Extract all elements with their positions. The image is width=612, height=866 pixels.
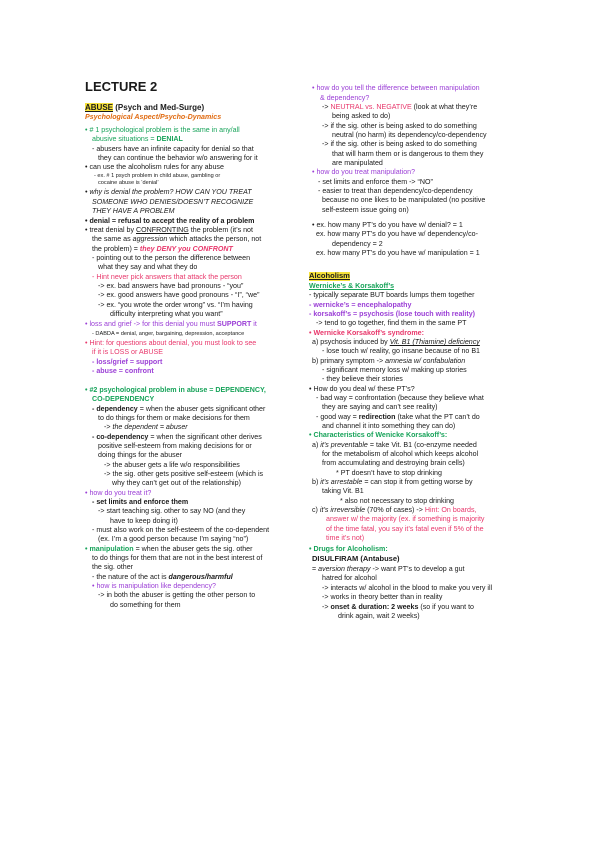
alcoholism-heading: Alcoholism bbox=[309, 271, 350, 280]
text-line: ex. how many PT’s do you have w/ manipulation = 1 bbox=[316, 249, 480, 257]
text-line: • manipulation = when the abuser gets the sig. other bbox=[85, 545, 253, 553]
text-line: -> ex. good answers have good pronouns - “I”, “we” bbox=[98, 291, 260, 299]
text-line: -> if the sig. other is being asked to do something bbox=[322, 140, 477, 148]
text-line: do something for them bbox=[110, 601, 181, 609]
text-line: b) primary symptom -> amnesia w/ confabulation bbox=[312, 357, 466, 365]
text-line: because no one likes to be manipulated (no positive bbox=[322, 196, 486, 204]
hint-line: answer w/ the majority (ex. if something is majority bbox=[326, 515, 485, 523]
text-line: taking Vit. B1 bbox=[322, 487, 364, 495]
text-line: to do things for them or make decisions for them bbox=[98, 414, 250, 422]
text-line: - wernicke’s = encephalopathy bbox=[309, 301, 412, 309]
text-line: - set limits and enforce them -> “NO” bbox=[318, 178, 433, 186]
section-heading: • Wernicke Korsakoff’s syndrome: bbox=[309, 329, 424, 337]
text-line: - set limits and enforce them bbox=[92, 498, 189, 506]
text-line: being asked to do) bbox=[332, 112, 391, 120]
text-line: that will harm them or is dangerous to them they bbox=[332, 150, 484, 158]
text-line: a) it’s preventable = take Vit. B1 (co-enzyme needed bbox=[312, 441, 477, 449]
text-line: b) it’s arrestable = can stop it from getting worse by bbox=[312, 478, 473, 486]
text-line: -> ex. “you wrote the order wrong” vs. “I’m having bbox=[98, 301, 253, 309]
text-line: - significant memory loss w/ making up stories bbox=[322, 366, 467, 374]
text-line: they are saying and can’t see reality) bbox=[322, 403, 438, 411]
aspect-subheading: Psychological Aspect/Psycho-Dynamics bbox=[85, 113, 222, 121]
text-line: cocaine abuse is ‘denial’ bbox=[98, 180, 159, 186]
hint-line: time it’s not) bbox=[326, 534, 365, 542]
hint-line: if it is LOSS or ABUSE bbox=[92, 348, 163, 356]
text-line: • can use the alcoholism rules for any abuse bbox=[85, 163, 224, 171]
text-line: why they can’t get out of the relationship) bbox=[112, 479, 241, 487]
text-line: & dependency? bbox=[320, 94, 370, 102]
text-line: • how is manipulation like dependency? bbox=[92, 582, 216, 590]
section-heading: • Drugs for Alcoholism: bbox=[309, 545, 388, 553]
text-line: -> the sig. other gets positive self-esteem (which is bbox=[104, 470, 264, 478]
text-line: the problem) = they DENY you CONFRONT bbox=[92, 245, 233, 253]
text-line: difficulty interpreting what you want” bbox=[110, 310, 223, 318]
text-line: • ex. how many PT’s do you have w/ denial? = 1 bbox=[312, 221, 463, 229]
text-line: SOMEONE WHO DENIES/DOESN’T RECOGNIZE bbox=[92, 198, 254, 206]
hint-line: - Hint never pick answers that attack the person bbox=[92, 273, 242, 281]
text-line: - pointing out to the person the difference between bbox=[92, 254, 251, 262]
text-line: - they believe their stories bbox=[322, 375, 403, 383]
text-line: self-esteem issue going on) bbox=[322, 206, 409, 214]
section-heading: Wernicke’s & Korsakoff’s bbox=[309, 282, 395, 290]
text-line: = aversion therapy -> want PT’s to develop a gut bbox=[312, 565, 465, 573]
text-line: - abusers have an infinite capacity for denial so that bbox=[92, 145, 254, 153]
text-line: - DABDA = denial, anger, bargaining, depression, acceptance bbox=[92, 331, 245, 337]
text-line: neutral (no harm) its dependency/co-dependency bbox=[332, 131, 487, 139]
text-line: drink again, wait 2 weeks) bbox=[338, 612, 420, 620]
text-line: * PT doesn’t have to stop drinking bbox=[336, 469, 442, 477]
text-line: - lose touch w/ reality, go insane because of no B1 bbox=[322, 347, 480, 355]
drug-name: DISULFIRAM (Antabuse) bbox=[312, 554, 400, 563]
text-line: doing things for the abuser bbox=[98, 451, 182, 459]
text-line: -> onset & duration: 2 weeks (so if you want to bbox=[322, 603, 474, 611]
text-line: -> NEUTRAL vs. NEGATIVE (look at what they’re bbox=[322, 103, 478, 111]
text-line: • # 1 psychological problem is the same in any/all bbox=[85, 126, 240, 134]
text-line: -> the abuser gets a life w/o responsibilities bbox=[104, 461, 240, 469]
abuse-heading: ABUSE (Psych and Med-Surge) bbox=[85, 103, 205, 112]
page-title: LECTURE 2 bbox=[85, 79, 158, 94]
text-line: the same as aggression which attacks the person, not bbox=[92, 235, 262, 243]
text-line: • how do you treat it? bbox=[85, 489, 152, 497]
text-line: - must also work on the self-esteem of the co-dependent bbox=[92, 526, 270, 534]
hint-line: • Hint: for questions about denial, you must look to see bbox=[85, 339, 257, 347]
text-line: have to keep doing it) bbox=[110, 517, 178, 525]
text-line: dependency = 2 bbox=[332, 240, 383, 248]
text-line: what they say and what they do bbox=[98, 263, 198, 271]
text-line: ex. how many PT’s do you have w/ dependency/co- bbox=[316, 230, 478, 238]
text-line: - ex. # 1 psych problem in child abuse, gambling or bbox=[94, 173, 221, 179]
text-line: • why is denial the problem? HOW CAN YOU TREAT bbox=[85, 188, 252, 196]
text-line: • denial = refusal to accept the reality of a problem bbox=[85, 217, 255, 225]
text-line: from accumulating and destroying brain cells) bbox=[322, 459, 465, 467]
text-line: abusive situations = DENIAL bbox=[92, 135, 183, 143]
text-line: to do things for them that are not in the best interest of bbox=[92, 554, 263, 562]
text-line: - dependency = when the abuser gets significant other bbox=[92, 405, 266, 413]
text-line: - good way = redirection (take what the PT can’t do bbox=[316, 413, 480, 421]
text-line: -> tend to go together, find them in the same PT bbox=[316, 319, 467, 327]
text-line: a) psychosis induced by Vit. B1 (Thiamine) deficiency bbox=[312, 338, 480, 346]
text-line: • how do you treat manipulation? bbox=[312, 168, 416, 176]
section-heading: • Characteristics of Wenicke Korsakoff’s: bbox=[309, 431, 448, 439]
text-line: for the metabolism of alcohol which keeps alcohol bbox=[322, 450, 479, 458]
text-line: are manipulated bbox=[332, 159, 383, 167]
text-line: • treat denial by CONFRONTING the problem (it’s not bbox=[85, 226, 253, 234]
text-line: they can continue the behavior w/o answering for it bbox=[98, 154, 258, 162]
text-line: - korsakoff’s = psychosis (lose touch with reality) bbox=[309, 310, 476, 318]
hint-line: of the time fatal, you say it’s fatal even if 5% of the bbox=[326, 525, 484, 533]
text-line: • loss and grief -> for this denial you must SUPPORT it bbox=[85, 320, 257, 328]
text-line: * also not necessary to stop drinking bbox=[340, 497, 454, 505]
text-line: -> the dependent = abuser bbox=[104, 423, 188, 431]
text-line: • how do you tell the difference between manipulation bbox=[312, 84, 480, 92]
text-line: positive self-esteem from making decisions for or bbox=[98, 442, 252, 450]
text-line: • #2 psychological problem in abuse = DEPENDENCY, bbox=[85, 386, 266, 394]
text-line: - co-dependency = when the significant other derives bbox=[92, 433, 262, 441]
text-line: -> ex. bad answers have bad pronouns - “you” bbox=[98, 282, 244, 290]
text-line: - easier to treat than dependency/co-dependency bbox=[318, 187, 473, 195]
text-line: -> start teaching sig. other to say NO (and they bbox=[98, 507, 246, 515]
text-line: c) it’s irreversible (70% of cases) -> Hint: On boards, bbox=[312, 506, 477, 514]
text-line: - abuse = confront bbox=[92, 367, 154, 375]
text-line: CO-DEPENDENCY bbox=[92, 395, 155, 403]
text-line: -> in both the abuser is getting the other person to bbox=[98, 591, 256, 599]
text-line: - loss/grief = support bbox=[92, 358, 163, 366]
text-line: -> interacts w/ alcohol in the blood to make you very ill bbox=[322, 584, 493, 592]
text-line: THEY HAVE A PROBLEM bbox=[92, 207, 175, 215]
text-line: the sig. other bbox=[92, 563, 134, 571]
text-line: • How do you deal w/ these PT’s? bbox=[309, 385, 415, 393]
text-line: - bad way = confrontation (because they believe what bbox=[316, 394, 484, 402]
text-line: and channel it into something they can do) bbox=[322, 422, 456, 430]
text-line: hatred for alcohol bbox=[322, 574, 377, 582]
text-line: - typically separate BUT boards lumps them together bbox=[309, 291, 475, 299]
text-line: -> works in theory better than in reality bbox=[322, 593, 443, 601]
text-line: (ex. I’m a good person because I’m saying “no”) bbox=[98, 535, 249, 543]
text-line: - the nature of the act is dangerous/harmful bbox=[92, 573, 233, 581]
text-line: -> if the sig. other is being asked to do something bbox=[322, 122, 477, 130]
